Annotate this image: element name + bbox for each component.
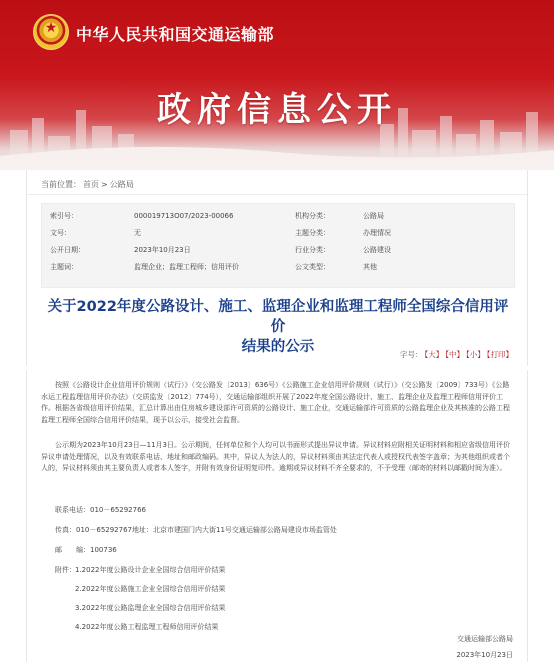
document-title-line: 关于2022年度公路设计、施工、监理企业和监理工程师全国综合信用评价: [47, 299, 509, 335]
body-paragraph: 公示期为2023年10月23日—11月3日。公示期间，任何单位和个人均可以书面形式提出异议申请。异议材料应附相关证明材料和相应省级信用评价异议申请处理情况，以及有效联系电话、地址和邮政编码。其中，异议人为法人的，异议材料须由其法定代表人或授权代表签字盖章；为其他组织或者个人的，异议材料须由其主要负责人或者本人签字，并附有效身份证明复印件。逾期或异议材料不齐全要求的，不予受理（邮寄的材料以邮戳时间为准）。: [41, 441, 510, 472]
topic-label: 主题分类：: [295, 229, 330, 237]
fax-address: 传真：010－65292767地址：北京市建国门内大街11号交通运输部公路局建设市场监管处: [55, 526, 337, 534]
attachments-label: 附件：: [55, 566, 76, 574]
signature-org: 交通运输部公路局: [457, 635, 513, 643]
body-paragraph: 按照《公路设计企业信用评价规则（试行）》（交公路发〔2013〕636号）《公路施工企业信用评价规则（试行）》（交公路发〔2009〕733号）《公路水运工程监理信用评价办法》（交质监发〔2012〕774号），交通运输部组织开展了2022年度全国公路设计、施工、监理企业及监理工程师信用评价工作。根据各省级信用评价结果，汇总计算出由住房城乡建设部许可资质的公路设计、施工企业，交通运输部许可资质的公路监理企业及其核准的公路工程监理工程师全国综合信用评价结果，现予以公示，接受社会监督。: [41, 381, 510, 424]
keywords-value: 监理企业；监理工程师；信用评价: [134, 263, 239, 271]
postcode: 邮 编：100736: [55, 546, 117, 554]
docno-value: 无: [134, 229, 141, 237]
breadcrumb-separator: >: [101, 180, 108, 189]
print-button[interactable]: 【打印】: [486, 350, 513, 359]
font-medium-button[interactable]: 【中】: [445, 350, 464, 359]
document-header-panel: [26, 170, 528, 366]
header-banner: [0, 0, 554, 170]
breadcrumb-label: 当前位置：: [41, 180, 81, 189]
index-value: 000019713O07/2023-00066: [134, 212, 234, 220]
font-large-button[interactable]: 【大】: [424, 350, 444, 359]
font-size-controls: [400, 349, 513, 360]
date-label: 公开日期：: [50, 246, 85, 254]
index-label: 索引号：: [50, 212, 78, 220]
contact-phone: 联系电话：010－65292766: [55, 506, 146, 514]
font-size-label: 字号：: [400, 350, 423, 359]
attachment-link[interactable]: 3.2022年度公路监理企业全国综合信用评价结果: [75, 604, 226, 612]
date-value: 2023年10月23日: [134, 246, 191, 254]
org-value: 公路局: [363, 212, 384, 220]
font-small-button[interactable]: 【小】: [466, 350, 485, 359]
attachment-link[interactable]: 2.2022年度公路施工企业全国综合信用评价结果: [75, 585, 226, 593]
national-emblem-icon: [33, 14, 69, 50]
attachment-link[interactable]: 1.2022年度公路设计企业全国综合信用评价结果: [75, 566, 226, 574]
type-label: 公文类型：: [295, 263, 330, 271]
document-body: [26, 370, 528, 662]
industry-value: 公路建设: [363, 246, 391, 254]
keywords-label: 主题词：: [50, 263, 78, 271]
ministry-name[interactable]: 中华人民共和国交通运输部: [76, 25, 275, 44]
document-title-line: 结果的公示: [241, 339, 315, 355]
attachment-link[interactable]: 4.2022年度公路工程监理工程师信用评价结果: [75, 623, 219, 631]
document-title: [41, 297, 515, 357]
type-value: 其他: [363, 263, 377, 271]
org-label: 机构分类：: [295, 212, 330, 220]
industry-label: 行业分类：: [295, 246, 330, 254]
divider: [27, 194, 527, 195]
breadcrumb-current-link[interactable]: 公路局: [109, 180, 134, 189]
topic-value: 办理情况: [363, 229, 391, 237]
breadcrumb: [41, 179, 136, 190]
banner-title: 政府信息公开: [157, 90, 397, 130]
signature-date: 2023年10月23日: [456, 651, 513, 659]
document-info-table: [41, 203, 515, 288]
breadcrumb-home-link[interactable]: 首页: [83, 180, 99, 189]
docno-label: 文号：: [50, 229, 71, 237]
